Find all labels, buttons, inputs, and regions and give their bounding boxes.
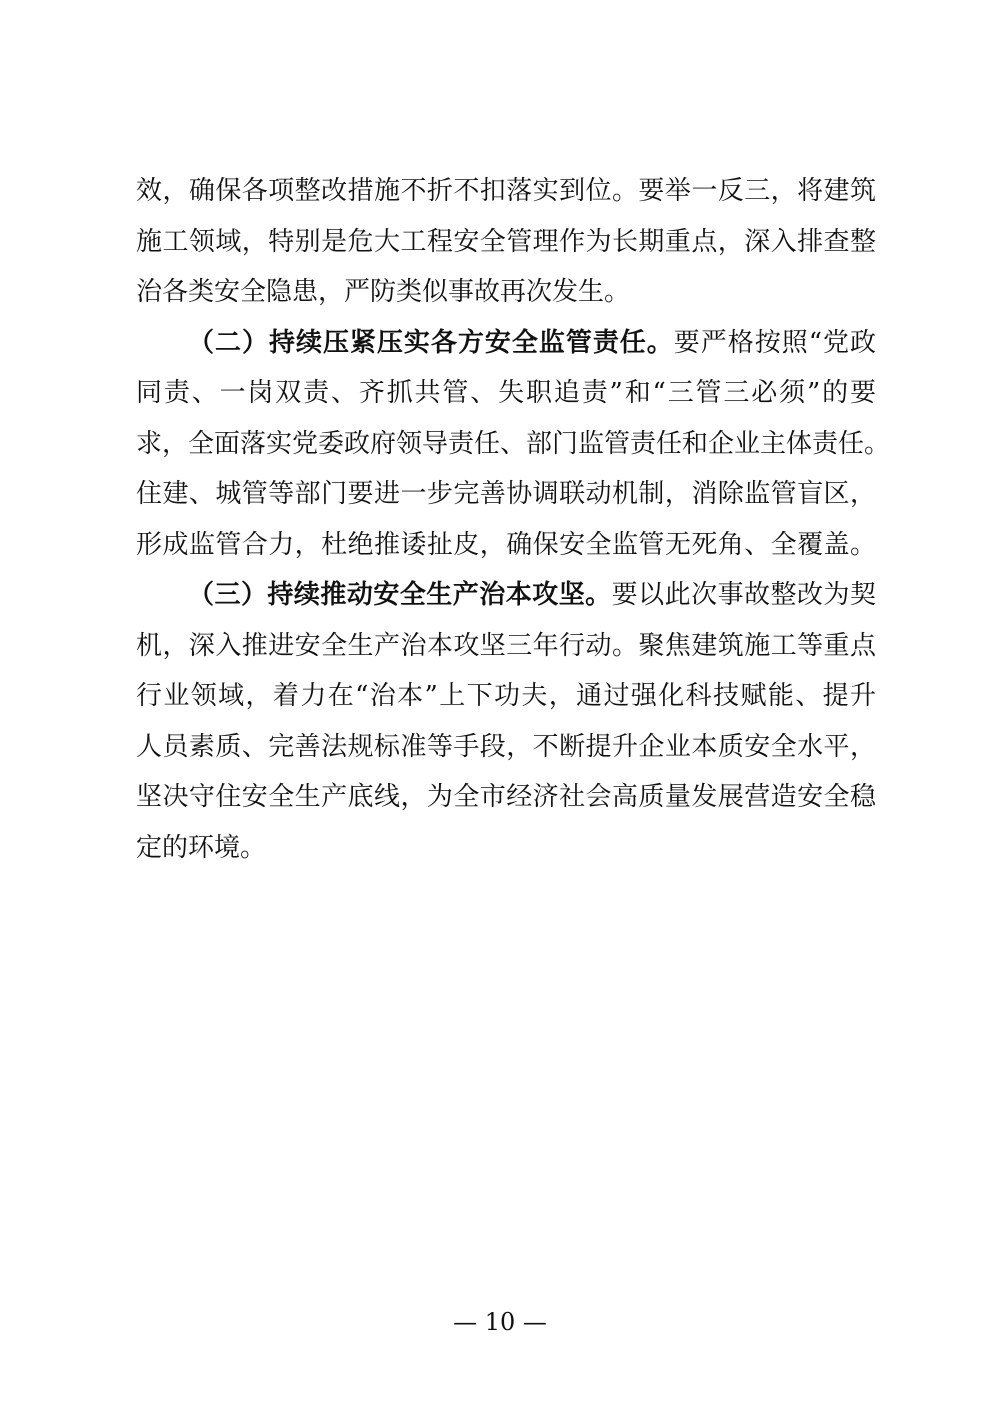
section-heading-2: （二）持续压紧压实各方安全监管责任。 [188, 327, 674, 358]
paragraph-2 [136, 318, 891, 571]
text-line: 施工领域，特别是危大工程安全管理作为长期重点，深入排查整 [136, 226, 876, 257]
text-line: 机，深入推进安全生产治本攻坚三年行动。聚焦建筑施工等重点 [136, 630, 876, 661]
text-line: 治各类安全隐患，严防类似事故再次发生。 [136, 277, 631, 307]
text-line: 行业领域，着力在“治本”上下功夫，通过强化科技赋能、提升 [136, 681, 876, 711]
section-heading-3: （三）持续推动安全生产治本攻坚。 [188, 580, 612, 610]
text-line: 同责、一岗双责、齐抓共管、失职追责”和“三管三必须”的要 [136, 378, 876, 408]
text-line: 住建、城管等部门要进一步完善协调联动机制，消除监管盲区， [136, 479, 876, 509]
text-line [136, 318, 876, 369]
text-line: 人员素质、完善法规标准等手段，不断提升企业本质安全水平， [136, 731, 876, 762]
text-line: 形成监管合力，杜绝推诿扯皮，确保安全监管无死角、全覆盖。 [136, 529, 876, 560]
text-line: 坚决守住安全生产底线，为全市经济社会高质量发展营造安全稳 [136, 782, 876, 812]
text-line: 效，确保各项整改措施不折不扣落实到位。要举一反三，将建筑 [136, 176, 876, 206]
text-line: 求，全面落实党委政府领导责任、部门监管责任和企业主体责任。 [136, 428, 891, 459]
body-text [136, 166, 891, 873]
text-line: 定的环境。 [136, 832, 267, 863]
text-line [136, 570, 876, 621]
paragraph-3 [136, 570, 876, 873]
text-run: 要以此次事故整改为契 [611, 580, 876, 610]
paragraph-1 [136, 166, 876, 318]
page-number: — 10 — [453, 1308, 547, 1336]
text-run: 要严格按照“党政 [673, 327, 876, 358]
